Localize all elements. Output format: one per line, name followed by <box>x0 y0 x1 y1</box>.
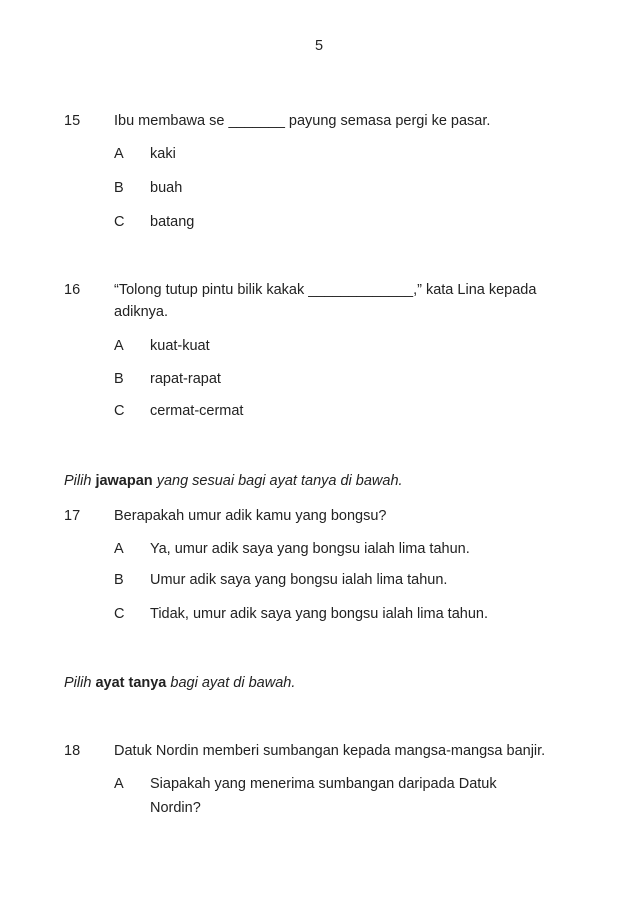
instruction-bold: ayat tanya <box>95 675 167 691</box>
page-number: 5 <box>314 38 324 54</box>
question-text: Berapakah umur adik kamu yang bongsu? <box>114 508 387 524</box>
option-text: batang <box>150 214 195 230</box>
option-text: kuat-kuat <box>150 338 210 354</box>
option-letter: A <box>114 146 124 162</box>
option-text-continued: Nordin? <box>150 800 201 816</box>
option-text: rapat-rapat <box>150 371 221 387</box>
question-text: Ibu membawa se _______ payung semasa pergi ke pasar. <box>114 113 491 129</box>
instruction-bold: jawapan <box>95 473 153 489</box>
question-text-continued: adiknya. <box>114 304 169 320</box>
option-text: Ya, umur adik saya yang bongsu ialah lima tahun. <box>150 541 470 557</box>
question-number: 15 <box>64 113 81 129</box>
option-letter: B <box>114 371 124 387</box>
option-letter: A <box>114 541 124 557</box>
instruction <box>64 473 403 489</box>
instruction-post: yang sesuai bagi ayat tanya di bawah. <box>156 473 403 489</box>
option-letter: A <box>114 776 124 792</box>
option-text: buah <box>150 180 183 196</box>
question-text: Datuk Nordin memberi sumbangan kepada mangsa-mangsa banjir. <box>114 743 546 759</box>
question-number: 17 <box>64 508 81 524</box>
instruction-post: bagi ayat di bawah. <box>170 675 296 691</box>
question-number: 18 <box>64 743 81 759</box>
option-letter: C <box>114 214 125 230</box>
option-letter: C <box>114 403 125 419</box>
option-letter: C <box>114 606 125 622</box>
instruction <box>64 675 295 691</box>
instruction-pre: Pilih <box>64 473 92 489</box>
option-text: Siapakah yang menerima sumbangan daripada Datuk <box>150 776 497 792</box>
option-letter: A <box>114 338 124 354</box>
option-letter: B <box>114 572 124 588</box>
option-letter: B <box>114 180 124 196</box>
option-text: cermat-cermat <box>150 403 244 419</box>
instruction-pre: Pilih <box>64 675 92 691</box>
option-text: Tidak, umur adik saya yang bongsu ialah lima tahun. <box>150 606 488 622</box>
question-number: 16 <box>64 282 81 298</box>
question-text: “Tolong tutup pintu bilik kakak _____________,” kata Lina kepada <box>114 282 537 298</box>
option-text: Umur adik saya yang bongsu ialah lima tahun. <box>150 572 448 588</box>
option-text: kaki <box>150 146 176 162</box>
